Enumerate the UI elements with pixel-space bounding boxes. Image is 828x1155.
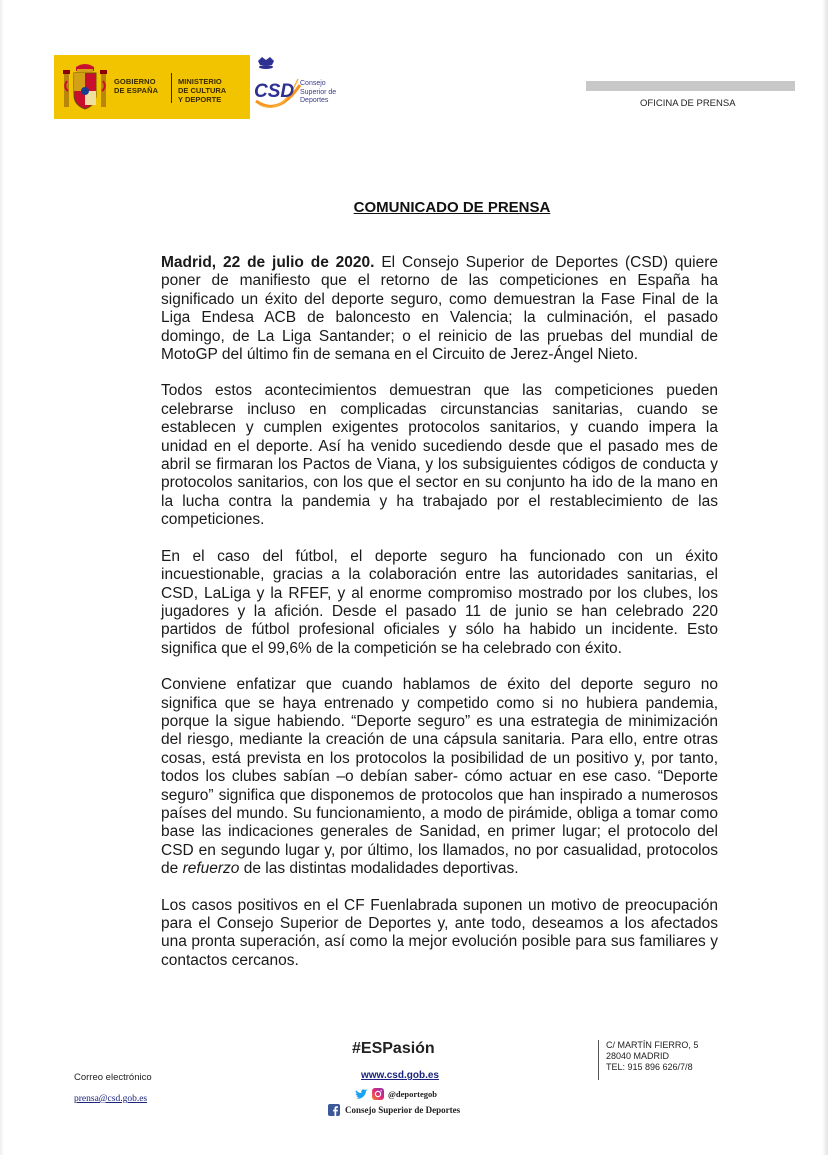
document-title: COMUNICADO DE PRENSA: [353, 199, 551, 216]
paragraph-1: Madrid, 22 de julio de 2020. El Consejo Superior de Deportes (CSD) quiere poner de manifiesto que el retorno de las competiciones en España ha significado un éxito del deporte seguro, como demuestran la Fase Final de la Liga Endesa ACB de baloncesto en Valencia; la culminación, el pasado domingo, de La Liga Santander; o el reinicio de las pruebas del mundial de MotoGP del último fin de semana en el Circuito de Jerez-Ángel Nieto.: [161, 254, 718, 364]
csd-abbr: CSD: [254, 81, 295, 102]
postal-address: C/ MARTÍN FIERRO, 5 28040 MADRID TEL: 915 896 626/7/8: [598, 1040, 698, 1080]
ministerio-text: MINISTERIO DE CULTURA Y DEPORTE: [178, 77, 227, 104]
emphasis-refuerzo: refuerzo: [182, 860, 240, 878]
hashtag: #ESPasión: [352, 1040, 435, 1057]
facebook-icon: [328, 1104, 340, 1116]
logo-divider: [171, 73, 172, 103]
coat-of-arms-icon: [62, 61, 108, 113]
facebook-name: Consejo Superior de Deportes: [345, 1105, 461, 1115]
gobierno-logo: [54, 55, 250, 119]
social-handle: @deportegob: [388, 1089, 437, 1099]
website-link[interactable]: www.csd.gob.es: [361, 1070, 439, 1081]
page-right-edge: [822, 0, 828, 1155]
paragraph-3: En el caso del fútbol, el deporte seguro ha funcionado con un éxito incuestionable, gracias a la colaboración entre las autoridades sanitarias, el CSD, LaLiga y la RFEF, y al enorme compromiso mostrado por los clubes, los jugadores y la afición. Desde el pasado 11 de junio se han celebrado 220 partidos de fútbol profesional oficiales y sólo ha habido un incidente. Esto significa que el 99,6% de la competición se ha celebrado con éxito.: [161, 547, 718, 657]
email-link[interactable]: prensa@csd.gob.es: [74, 1094, 148, 1104]
email-label: Correo electrónico: [74, 1072, 152, 1083]
press-office-bar: [586, 81, 795, 91]
social-handles[interactable]: [355, 1087, 437, 1101]
instagram-icon: [372, 1088, 384, 1100]
paragraph-2: Todos estos acontecimientos demuestran que las competiciones pueden celebrarse incluso en complicadas circunstancias sanitarias, cuando se establecen y cumplen exigentes protocolos sanitarios, y cuando impera la unidad en el deporte. Así ha venido sucediendo desde que el pasado mes de abril se firmaran los Pactos de Viana, y los subsiguientes códigos de conducta y protocolos sanitarios, con los que el sector en su conjunto ha ido de la mano en la lucha contra la pandemia y ha trabajado por el restablecimiento de las competiciones.: [161, 382, 718, 529]
document-body: [161, 254, 718, 988]
dateline: Madrid, 22 de julio de 2020.: [161, 254, 375, 271]
csd-name: Consejo Superior de Deportes: [300, 80, 337, 104]
page-left-edge: [0, 0, 4, 1155]
press-office-label: OFICINA DE PRENSA: [640, 98, 736, 109]
facebook-link[interactable]: [328, 1104, 460, 1116]
paragraph-4: Conviene enfatizar que cuando hablamos de éxito del deporte seguro no significa que se haya entrenado y competido como si no hubiera pandemia, porque la sigue habiendo. “Deporte seguro” es una estrategia de minimización del riesgo, mediante la creación de una cápsula sanitaria. Para ello, entre otras cosas, está prevista en los protocolos la posibilidad de un positivo y, por tanto, todos los clubes sabían –o debían saber- cómo actuar en ese caso. “Deporte seguro” significa que disponemos de protocolos que han inspirado a numerosos países del mundo. Su funcionamiento, a modo de pirámide, obliga a tomar como base las indicaciones generales de Sanidad, en primer lugar; el protocolo del CSD en segundo lugar y, por último, los llamados, no por casualidad, protocolos de refuerzo de las distintas modalidades deportivas.: [161, 676, 718, 878]
gobierno-text: GOBIERNO DE ESPAÑA: [114, 77, 159, 95]
paragraph-5: Los casos positivos en el CF Fuenlabrada suponen un motivo de preocupación para el Consejo Superior de Deportes y, ante todo, deseamos a los afectados una pronta superación, así como la mejor evolución posible para sus familiares y contactos cercanos.: [161, 896, 718, 969]
twitter-icon: [355, 1089, 368, 1100]
csd-logo-icon: [252, 55, 302, 119]
